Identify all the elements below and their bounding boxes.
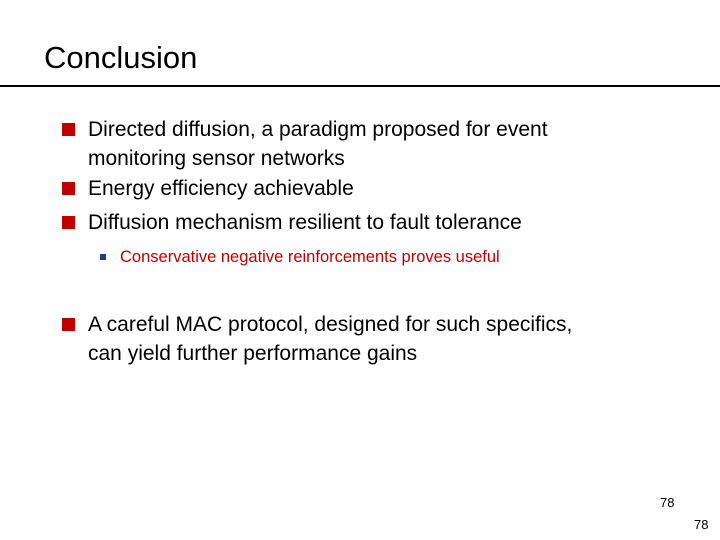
bullet-text-line: A careful MAC protocol, designed for such specifics,: [88, 313, 573, 336]
sub-bullet-square-icon: [100, 254, 106, 260]
sub-bullet-text: Conservative negative reinforcements proves useful: [120, 248, 500, 266]
slide-title: Conclusion: [44, 40, 198, 75]
bullet-square-icon: [62, 123, 75, 136]
bullet-square-icon: [62, 216, 75, 229]
bullet-square-icon: [62, 318, 75, 331]
bullet-text-line: Energy efficiency achievable: [88, 177, 354, 200]
bullet-text-line: Directed diffusion, a paradigm proposed for event: [88, 118, 548, 141]
bullet-text-line: monitoring sensor networks: [88, 147, 345, 170]
bullet-square-icon: [62, 182, 75, 195]
bullet-text-line: Diffusion mechanism resilient to fault tolerance: [88, 211, 522, 234]
bullet-text-line: can yield further performance gains: [88, 342, 418, 365]
page-number-outer: 78: [694, 517, 709, 532]
title-rule: [0, 85, 720, 87]
page-number-inner: 78: [660, 495, 675, 510]
